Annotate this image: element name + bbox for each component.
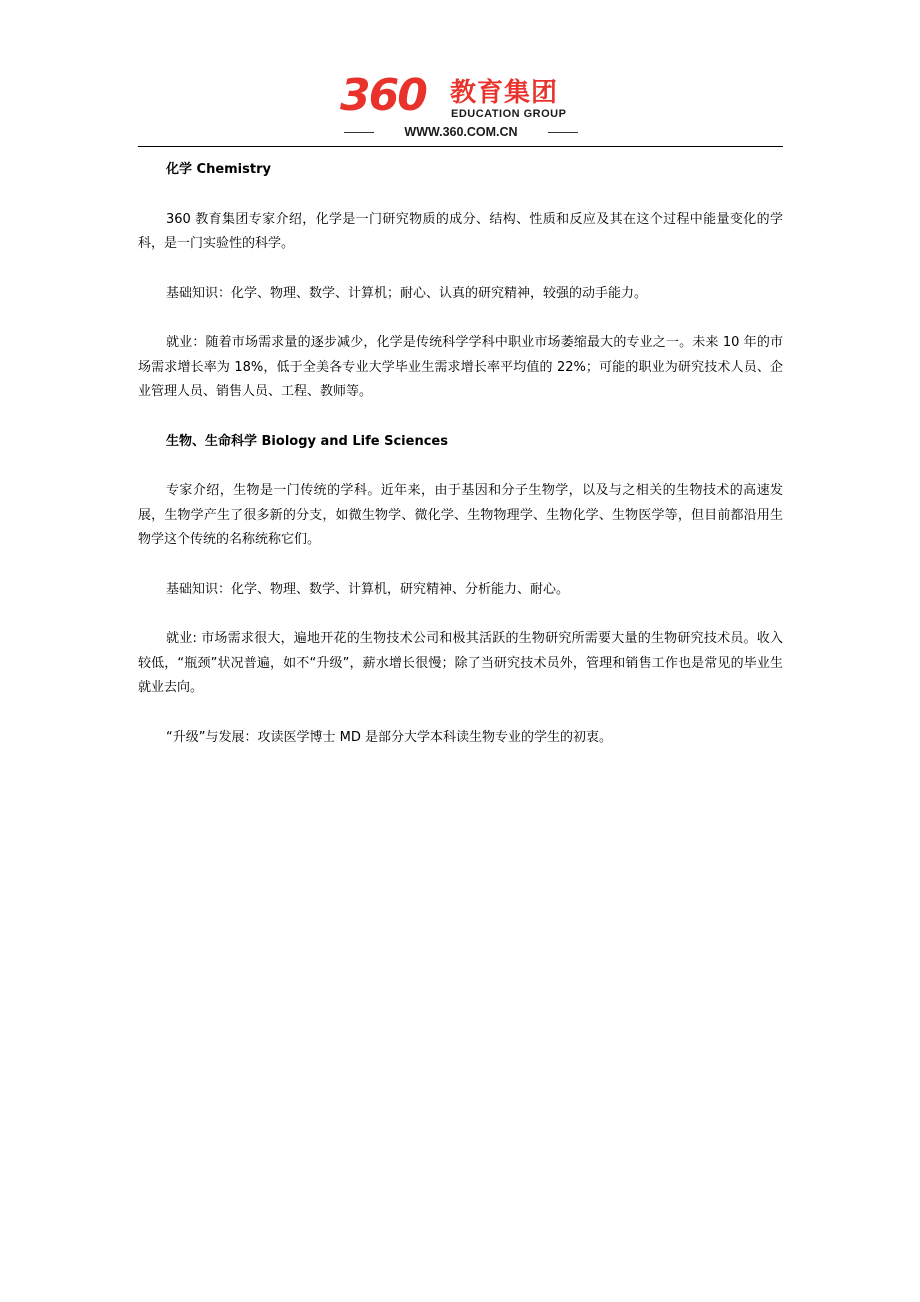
chemistry-basics: 基础知识：化学、物理、数学、计算机；耐心、认真的研究精神，较强的动手能力。: [166, 285, 648, 301]
logo-english-name: EDUCATION GROUP: [451, 108, 567, 120]
biology-upgrade: “升级”与发展：攻读医学博士 MD 是部分大学本科读生物专业的学生的初衷。: [166, 729, 612, 745]
chemistry-intro: 360 教育集团专家介绍，化学是一门研究物质的成分、结构、性质和反应及其在这个过程中能量变化的学科，是一门实验性的科学。: [138, 211, 783, 251]
logo-chinese-name: 教育集团: [450, 78, 559, 108]
logo-url: WWW.360.COM.CN: [404, 125, 518, 139]
section-heading-biology: 生物、生命科学 Biology and Life Sciences: [166, 433, 448, 449]
company-logo: [340, 72, 580, 142]
logo-number: 360: [340, 70, 426, 121]
logo-url-line-right: [548, 132, 578, 133]
biology-intro: 专家介绍，生物是一门传统的学科。近年来，由于基因和分子生物学，以及与之相关的生物技术的高速发展，生物学产生了很多新的分支，如微生物学、微化学、生物物理学、生物化学、生物医学等，但目前都沿用生物学这个传统的名称统称它们。: [138, 483, 783, 547]
chemistry-employment: 就业：随着市场需求量的逐步减少，化学是传统科学学科中职业市场萎缩最大的专业之一。未来 10 年的市场需求增长率为 18%，低于全美各专业大学毕业生需求增长率平均值的 22%；可能的职业为研究技术人员、企业管理人员、销售人员、工程、教师等。: [138, 335, 783, 399]
document-body: [138, 158, 783, 750]
logo-url-row: [344, 124, 578, 140]
header-divider: [138, 146, 783, 147]
biology-employment: 就业: 市场需求很大，遍地开花的生物技术公司和极其活跃的生物研究所需要大量的生物研究技术员。收入较低，“瓶颈”状况普遍，如不“升级”，薪水增长很慢；除了当研究技术员外，管理和销售工作也是常见的毕业生就业去向。: [138, 631, 783, 695]
page-header: [0, 0, 920, 150]
logo-url-line-left: [344, 132, 374, 133]
biology-basics: 基础知识：化学、物理、数学、计算机，研究精神、分析能力、耐心。: [166, 581, 570, 597]
section-heading-chemistry: 化学 Chemistry: [166, 162, 271, 177]
